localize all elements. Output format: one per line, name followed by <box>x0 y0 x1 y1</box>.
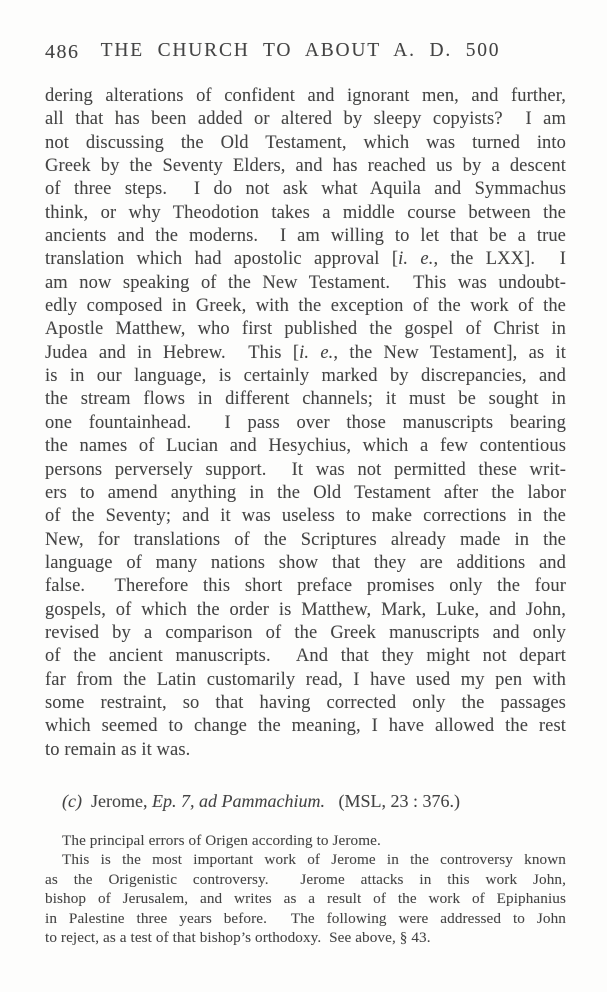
text-run: Judea and in Hebrew. This [ <box>45 342 300 363</box>
text-run: , the LXX]. I <box>433 249 566 270</box>
text-run: of three steps. I do not ask what Aquila and Symmachus <box>45 179 566 200</box>
text-run: New, for translations of the Scriptures already made in the <box>45 529 566 550</box>
text-run: which seemed to change the meaning, I have allowed the rest <box>45 716 566 737</box>
text-line <box>45 715 566 738</box>
text-run: as the Origenistic controversy. Jerome attacks in this work John, <box>45 870 566 888</box>
editor-notes <box>45 831 566 947</box>
text-run: , the New Testament], as it <box>333 342 566 363</box>
text-line <box>45 928 566 947</box>
text-line <box>45 669 566 692</box>
text-line <box>45 388 566 411</box>
text-run: to reject, as a test of that bishop’s orthodoxy. See above, § 43. <box>45 929 431 947</box>
text-run: revised by a comparison of the Greek manuscripts and only <box>45 622 566 643</box>
text-run: (c) <box>62 791 82 811</box>
text-run: gospels, of which the order is Matthew, Mark, Luke, and John, <box>45 599 566 620</box>
paragraph <box>45 850 566 947</box>
text-line <box>45 909 566 928</box>
text-run: (MSL, 23 : 376.) <box>324 791 460 811</box>
text-run: Jerome, <box>81 791 152 811</box>
text-run: the names of Lucian and Hesychius, which a few contentious <box>45 436 566 457</box>
text-line <box>45 202 566 225</box>
text-run: not discussing the Old Testament, which was turned into <box>45 132 566 153</box>
text-run: one fountainhead. I pass over those manuscripts bearing <box>45 412 566 433</box>
text-run: i. e. <box>299 342 334 363</box>
text-run: of the ancient manuscripts. And that they might not depart <box>45 646 566 667</box>
text-line <box>45 889 566 908</box>
text-run: to remain as it was. <box>45 739 191 760</box>
text-line <box>45 459 566 482</box>
text-run: language of many nations show that they are additions and <box>45 552 566 573</box>
text-run: i. e. <box>398 249 434 270</box>
text-line <box>45 599 566 622</box>
text-run: far from the Latin customarily read, I have used my pen with <box>45 669 566 690</box>
text-line <box>45 178 566 201</box>
text-line <box>45 831 566 850</box>
paragraph <box>45 789 566 813</box>
citation-line <box>45 789 566 813</box>
text-line <box>45 552 566 575</box>
text-line <box>45 248 566 271</box>
text-run: The principal errors of Origen according to Jerome. <box>62 832 381 849</box>
text-line <box>45 870 566 889</box>
text-run: This is the most important work of Jerome in the controversy known <box>62 851 566 869</box>
text-line <box>45 529 566 552</box>
text-run: bishop of Jerusalem, and writes as a result of the work of Epiphanius <box>45 890 566 908</box>
text-run: the stream flows in different channels; it must be sought in <box>45 389 566 410</box>
paragraph <box>45 85 566 762</box>
paragraph <box>45 831 566 850</box>
text-line <box>45 739 566 762</box>
text-run: Greek by the Seventy Elders, and has reached us by a descent <box>45 156 566 177</box>
text-line <box>45 342 566 365</box>
text-line <box>45 789 566 813</box>
text-line <box>45 155 566 178</box>
text-line <box>45 132 566 155</box>
text-line <box>45 412 566 435</box>
text-run: Apostle Matthew, who first published the gospel of Christ in <box>45 319 566 340</box>
text-line <box>45 108 566 131</box>
text-run: dering alterations of confident and ignorant men, and further, <box>45 86 566 106</box>
page-header <box>45 40 566 66</box>
text-line <box>45 318 566 341</box>
text-line <box>45 622 566 645</box>
text-run: think, or why Theodotion takes a middle course between the <box>45 202 566 223</box>
text-line <box>45 850 566 869</box>
text-line <box>45 85 566 108</box>
text-run: persons perversely support. It was not permitted these writ- <box>45 459 566 480</box>
text-run: ancients and the moderns. I am willing to let that be a true <box>45 226 566 247</box>
text-line <box>45 645 566 668</box>
text-run: all that has been added or altered by sleepy copyists? I am <box>45 109 566 130</box>
text-run: am now speaking of the New Testament. This was undoubt- <box>45 272 566 293</box>
text-line <box>45 225 566 248</box>
text-run: Ep. 7, ad Pammachium. <box>151 791 325 811</box>
text-line <box>45 295 566 318</box>
text-line <box>45 272 566 295</box>
text-line <box>45 575 566 598</box>
text-run: in Palestine three years before. The following were addressed to John <box>45 909 566 927</box>
page-number: 486 <box>45 41 80 63</box>
text-line <box>45 482 566 505</box>
text-run: of the Seventy; and it was useless to make corrections in the <box>45 506 566 527</box>
text-run: is in our language, is certainly marked by discrepancies, and <box>45 366 566 387</box>
text-line <box>45 365 566 388</box>
running-title: THE CHURCH TO ABOUT A. D. 500 <box>100 40 501 61</box>
text-line <box>45 692 566 715</box>
text-run: false. Therefore this short preface promises only the four <box>45 576 566 597</box>
text-run: edly composed in Greek, with the exception of the work of the <box>45 296 566 317</box>
text-line <box>45 505 566 528</box>
text-run: translation which had apostolic approval [ <box>45 249 399 270</box>
text-run: ers to amend anything in the Old Testament after the labor <box>45 482 566 503</box>
text-run: some restraint, so that having corrected only the passages <box>45 692 566 713</box>
text-line <box>45 435 566 458</box>
main-passage <box>45 85 566 762</box>
